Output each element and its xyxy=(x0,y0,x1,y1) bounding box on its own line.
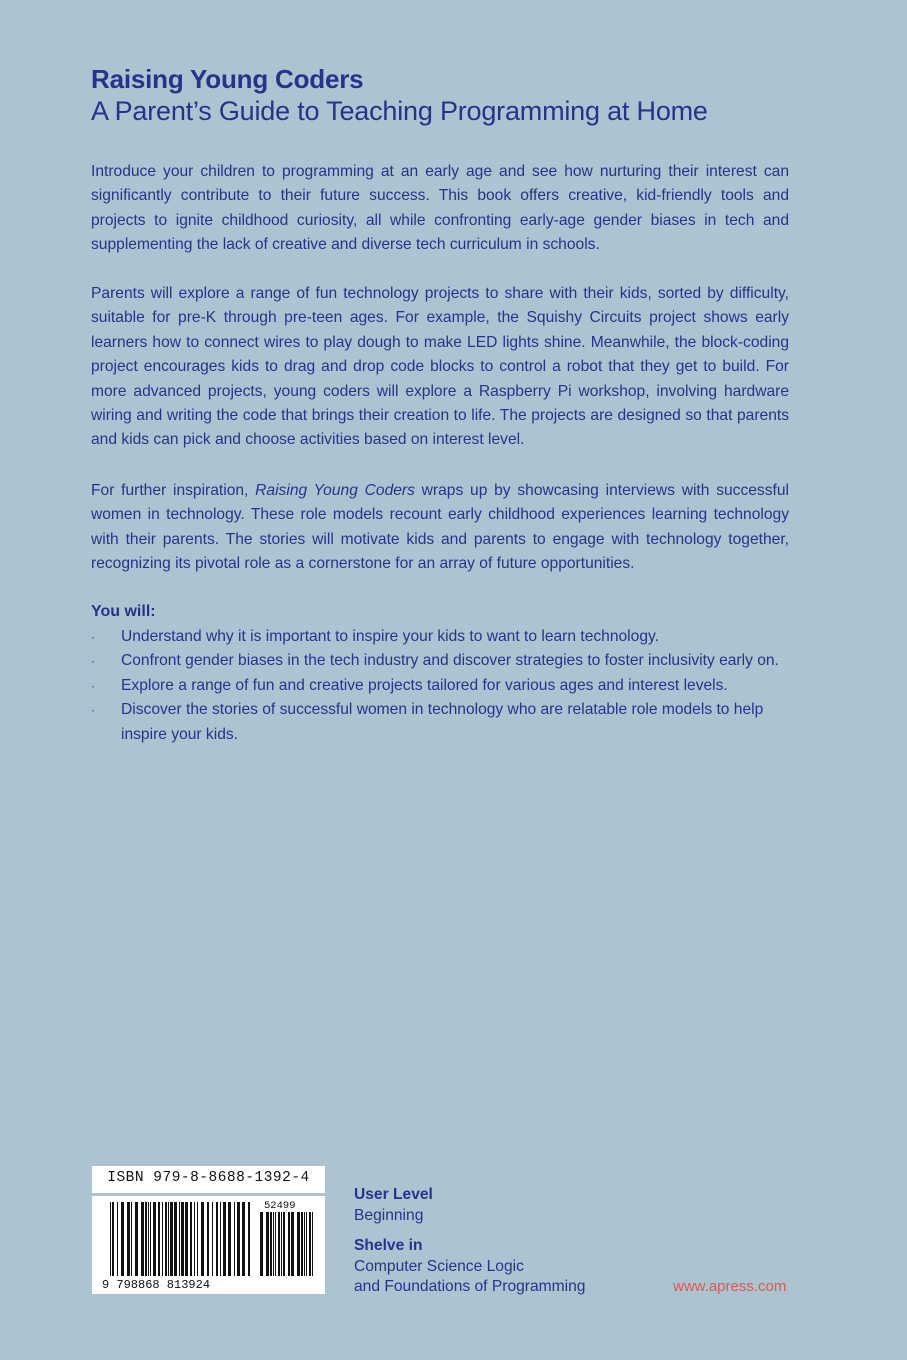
barcode-bar xyxy=(162,1202,163,1276)
barcode-bar xyxy=(223,1202,226,1276)
barcode-bar xyxy=(168,1202,169,1276)
barcode-bar xyxy=(273,1212,274,1276)
list-item-text: Understand why it is important to inspire your kids to want to learn technology. xyxy=(121,628,659,645)
price-code: 52499 xyxy=(264,1200,296,1212)
book-subtitle: A Parent’s Guide to Teaching Programming at Home xyxy=(91,96,708,126)
barcode-bar xyxy=(242,1202,245,1276)
list-item xyxy=(91,625,791,649)
bullet-icon: · xyxy=(91,654,95,669)
barcode-bar xyxy=(170,1202,173,1276)
list-item xyxy=(91,649,791,673)
barcode-bar xyxy=(220,1202,221,1276)
barcode-bar xyxy=(234,1202,235,1276)
barcode-bar xyxy=(174,1202,177,1276)
shelve-in-line-1: Computer Science Logic xyxy=(354,1257,524,1275)
list-item-text: Explore a range of fun and creative projects tailored for various ages and interest levels. xyxy=(121,676,728,694)
barcode-bar xyxy=(237,1202,240,1276)
barcode-bar xyxy=(153,1202,156,1276)
barcode-bar xyxy=(165,1202,167,1276)
barcode-bar xyxy=(278,1212,280,1276)
shelve-in-line-2: and Foundations of Programming xyxy=(354,1278,586,1295)
description-paragraph-3 xyxy=(91,479,789,577)
description-paragraph-1: Introduce your children to programming at an early age and see how nurturing their interest can significantly contribute to their future success. This book offers creative, kid-friendly tools and projects to ignite childhood curiosity, all while confronting early-age gender biases in tech and supplementing the lack of creative and diverse tech curriculum in schools. xyxy=(91,163,789,254)
barcode-bar xyxy=(266,1212,269,1276)
barcode-bar xyxy=(145,1202,147,1276)
barcode-icon xyxy=(92,1196,325,1294)
barcode-bar xyxy=(121,1202,124,1276)
barcode-bar xyxy=(275,1212,276,1276)
barcode-bar xyxy=(312,1212,313,1276)
barcode-bar xyxy=(194,1202,195,1276)
barcode-bar xyxy=(297,1212,300,1276)
barcode-bar xyxy=(148,1202,149,1276)
barcode-bar xyxy=(135,1202,138,1276)
barcode-bar xyxy=(283,1212,285,1276)
barcode-bar xyxy=(281,1212,282,1276)
barcode-bar xyxy=(117,1202,118,1276)
paragraph-3-intro: For further inspiration, xyxy=(91,482,256,499)
user-level-block xyxy=(354,1185,433,1226)
barcode-bar xyxy=(158,1202,160,1276)
barcode-bar xyxy=(110,1202,111,1276)
barcode-bar xyxy=(306,1212,307,1276)
barcode-bar xyxy=(309,1212,311,1276)
user-level-label: User Level xyxy=(354,1186,433,1203)
barcode-bar xyxy=(131,1202,132,1276)
barcode-bar xyxy=(181,1202,184,1276)
barcode-bar xyxy=(179,1202,180,1276)
barcode-digits: 9 798868 813924 xyxy=(102,1278,211,1292)
barcode-bar xyxy=(216,1202,218,1276)
shelve-in-label: Shelve in xyxy=(354,1237,423,1254)
list-item xyxy=(91,674,791,698)
barcode-bar xyxy=(197,1202,198,1276)
barcode-bar xyxy=(288,1212,290,1276)
main-barcode-bars xyxy=(110,1202,250,1276)
description-paragraph-2: Parents will explore a range of fun technology projects to share with their kids, sorted by difficulty, suitable for pre-K through pre-teen ages. For example, the Squishy Circuits project shows early learners how to connect wires to play dough to make LED lights shine. Meanwhile, the block-coding project encourages kids to drag and drop code blocks to control a robot that they get to build. For more advanced projects, young coders will explore a Raspberry Pi workshop, involving hardware wiring and writing the code that brings their creation to life. The projects are designed so that parents and kids can pick and choose activities based on interest level. xyxy=(91,285,789,449)
barcode-bar xyxy=(150,1202,151,1276)
barcode-bar xyxy=(260,1212,263,1276)
isbn-number: ISBN 979-8-8688-1392-4 xyxy=(107,1170,310,1186)
list-item xyxy=(91,698,791,747)
barcode-bar xyxy=(127,1202,130,1276)
shelve-in-block xyxy=(354,1236,585,1298)
you-will-heading: You will: xyxy=(91,603,156,620)
barcode-bar xyxy=(201,1202,204,1276)
bullet-icon: · xyxy=(91,703,95,718)
bullet-icon: · xyxy=(91,630,95,644)
list-item-text: Discover the stories of successful women in technology who are relatable role models to help inspire your kids. xyxy=(121,701,764,743)
publisher-website-link[interactable]: www.apress.com xyxy=(673,1278,787,1295)
paragraph-3-rest: wraps up by showcasing interviews with successful women in technology. These role models recount early childhood experiences learning technology with their parents. The stories will motivate kids and parents to engage with technology together, recognizing its pivotal role as a cornerstone for an array of future opportunities. xyxy=(91,482,789,573)
book-title-italic: Raising Young Coders xyxy=(255,482,415,499)
barcode-bar xyxy=(212,1202,213,1276)
isbn-barcode xyxy=(92,1166,325,1294)
book-title: Raising Young Coders xyxy=(91,64,364,94)
barcode-bar xyxy=(248,1202,250,1276)
barcode-bar xyxy=(190,1202,192,1276)
barcode-bar xyxy=(291,1212,294,1276)
bullet-icon: · xyxy=(91,678,95,693)
barcode-bar xyxy=(228,1202,231,1276)
user-level-value: Beginning xyxy=(354,1206,424,1224)
learning-outcomes-list xyxy=(91,625,791,747)
barcode-bar xyxy=(141,1202,144,1276)
barcode-bar xyxy=(207,1202,209,1276)
price-barcode-bars xyxy=(260,1212,313,1276)
barcode-bar xyxy=(301,1212,303,1276)
barcode-bar xyxy=(304,1212,305,1276)
barcode-bar xyxy=(112,1202,114,1276)
barcode-bar xyxy=(270,1212,272,1276)
barcode-bar xyxy=(185,1202,188,1276)
list-item-text: Confront gender biases in the tech industry and discover strategies to foster inclusivity early on. xyxy=(121,652,779,670)
